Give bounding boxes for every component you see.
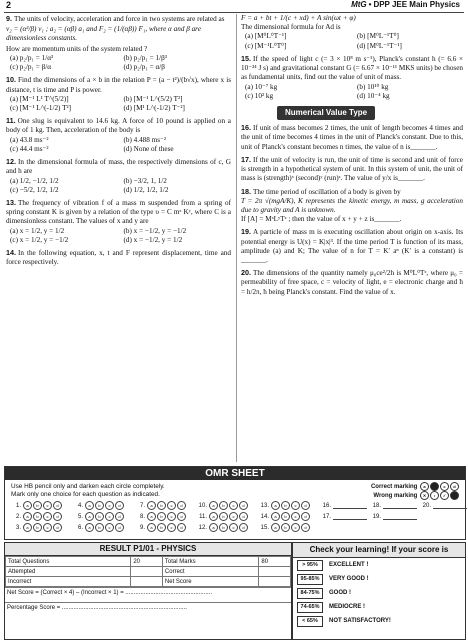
omr-bubble-c[interactable]: c xyxy=(229,523,238,532)
table-cell: 80 xyxy=(259,557,291,567)
brand-title xyxy=(351,0,460,9)
omr-bubble-c[interactable]: c xyxy=(167,523,176,532)
option-d: (d) 10⁻⁴ kg xyxy=(357,91,390,100)
omr-question-number: 16. xyxy=(322,502,331,509)
question-text-2: How are momentum units of the system related ? xyxy=(6,44,148,53)
omr-bubble-b[interactable]: b xyxy=(157,512,166,521)
omr-bubble-c[interactable]: c xyxy=(291,501,300,510)
omr-bubble-c[interactable]: c xyxy=(229,512,238,521)
question-equation: F = a + bt + 1/(c + xd) + A sin(ωt + φ) xyxy=(241,14,356,22)
omr-row xyxy=(257,523,311,532)
omr-bubble-b[interactable]: b xyxy=(33,501,42,510)
table-cell: Total Questions xyxy=(6,557,131,567)
option-b: (b) [M⁻¹ L^(5/2) T²] xyxy=(123,94,183,103)
omr-row xyxy=(195,523,249,532)
question-text: If the unit of velocity is run, the unit of time is second and unit of force is strength in a hypothetical system of unit. In this system of unit, the unit of mass is (strength)ˣ (second)ʸ (run)ᶻ. The value of y/x is_______. xyxy=(241,155,463,183)
omr-bubble-c[interactable]: c xyxy=(105,512,114,521)
option-c: (c) −5/2, 1/2, 1/2 xyxy=(10,185,59,194)
question-equation: T = 2π √(mgA/K), K represents the kinetic energy, m mass, g acceleration due to gravity and A is unknown. xyxy=(241,196,463,214)
legend-bubble-cross: ✕ xyxy=(420,491,429,500)
omr-numeric-row xyxy=(319,512,367,521)
omr-bubble-b[interactable]: b xyxy=(157,501,166,510)
table-cell[interactable] xyxy=(131,577,163,587)
question-20 xyxy=(241,268,463,297)
question-12 xyxy=(6,157,231,195)
score-row xyxy=(293,600,465,614)
header-rule xyxy=(4,12,464,13)
brand-separator: • xyxy=(368,0,372,9)
question-text: If unit of mass becomes 2 times, the unit of length becomes 4 times and the unit of time becomes 4 times in the unit of Planck's constant. Due to this, unit of Planck's constant becomes n times, the value of n is_______. xyxy=(241,124,463,151)
score-row xyxy=(293,572,465,586)
option-a: (a) x = 1/2, y = 1/2 xyxy=(10,226,65,235)
question-text: The time period of oscillation of a body is given by xyxy=(253,187,401,196)
omr-question-number: 4. xyxy=(77,502,83,509)
table-cell: Correct xyxy=(162,567,258,577)
option-d: (d) None of these xyxy=(123,144,174,153)
option-d: (d) [M⁰L⁻¹T⁻¹] xyxy=(357,41,402,50)
option-c: (c) 44.4 ms⁻² xyxy=(10,144,49,153)
omr-bubble-a[interactable]: a xyxy=(23,512,32,521)
omr-bubble-d[interactable]: d xyxy=(239,501,248,510)
question-13 xyxy=(6,198,231,245)
correct-marking-legend xyxy=(371,482,459,491)
question-17 xyxy=(241,155,463,184)
question-19 xyxy=(241,227,463,265)
omr-instruction-2: Mark only one choice for each question as indicated. xyxy=(11,491,160,498)
option-a: (a) p₂/p₁ = 1/α³ xyxy=(10,53,54,62)
omr-bubble-c[interactable]: c xyxy=(291,512,300,521)
question-14 xyxy=(6,248,231,267)
option-b: (b) [M⁰L⁻¹T⁰] xyxy=(357,32,399,41)
omr-numeric-row xyxy=(419,501,467,510)
omr-bubble-a[interactable]: a xyxy=(23,501,32,510)
score-range: < 65% xyxy=(297,616,323,627)
table-cell[interactable] xyxy=(131,567,163,577)
option-c: (c) p₂/p₁ = β/α xyxy=(10,63,52,72)
legend-bubble: a xyxy=(420,482,429,491)
omr-numeric-row xyxy=(319,501,367,510)
omr-title: OMR SHEET xyxy=(5,467,465,480)
omr-bubble-c[interactable]: c xyxy=(43,523,52,532)
option-c: (c) x = 1/2, y = −1/2 xyxy=(10,235,69,244)
options xyxy=(10,95,231,113)
option-d: (d) 1/2, 1/2, 1/2 xyxy=(123,185,169,194)
question-number: 11. xyxy=(6,116,16,126)
omr-bubble-c[interactable]: c xyxy=(105,501,114,510)
omr-bubble-d[interactable]: d xyxy=(239,512,248,521)
omr-question-number: 2. xyxy=(15,513,21,520)
wrong-marking-label: Wrong marking xyxy=(373,493,418,500)
omr-answer-field[interactable] xyxy=(333,502,367,509)
omr-bubble-d[interactable]: d xyxy=(53,523,62,532)
omr-question-number: 12. xyxy=(198,524,207,531)
omr-bubble-d[interactable]: d xyxy=(177,523,186,532)
omr-row xyxy=(133,512,187,521)
omr-row xyxy=(9,512,63,521)
percentage-score-line: Percentage Score = ........................................................................... xyxy=(5,602,291,617)
options xyxy=(10,227,231,245)
correct-marking-label: Correct marking xyxy=(370,484,418,491)
option-b: (b) x = −1/2, y = −1/2 xyxy=(123,226,187,235)
net-score-line: Net Score = (Correct × 4) – (Incorrect × 1) = .................................................... xyxy=(5,587,291,602)
omr-bubble-c[interactable]: c xyxy=(291,523,300,532)
question-number: 12. xyxy=(6,157,16,167)
omr-bubble-b[interactable]: b xyxy=(281,501,290,510)
omr-row xyxy=(133,501,187,510)
brand-logo: MtG xyxy=(351,0,367,9)
question-number: 18. xyxy=(241,186,251,196)
legend-bubble-dot: • xyxy=(430,491,439,500)
score-range: > 95% xyxy=(297,560,323,571)
omr-bubble-b[interactable]: b xyxy=(281,512,290,521)
omr-bubble-a[interactable]: a xyxy=(209,501,218,510)
omr-bubble-b[interactable]: b xyxy=(95,501,104,510)
question-text: The units of velocity, acceleration and force in two systems are related as xyxy=(14,15,225,23)
question-text: In the dimensional formula of mass, the respectively dimensions of c, G and h are xyxy=(6,158,231,176)
omr-bubble-b[interactable]: b xyxy=(95,512,104,521)
omr-bubble-a[interactable]: a xyxy=(209,523,218,532)
legend-bubble: d xyxy=(450,482,459,491)
omr-question-number: 20. xyxy=(422,502,431,509)
question-number: 14. xyxy=(6,248,16,258)
omr-numeric-row xyxy=(369,501,417,510)
question-number: 16. xyxy=(241,123,251,133)
question-number: 15. xyxy=(241,53,251,63)
question-11 xyxy=(6,116,231,154)
omr-bubble-b[interactable]: b xyxy=(95,523,104,532)
omr-answer-field[interactable] xyxy=(333,513,367,520)
omr-bubble-d[interactable]: d xyxy=(53,512,62,521)
omr-question-number: 5. xyxy=(77,513,83,520)
option-c: (c) 10² kg xyxy=(245,91,274,100)
options xyxy=(10,177,231,195)
question-text: One slug is equivalent to 14.6 kg. A force of 10 pound is applied on a body of 1 kg. Then, acceleration of the body is xyxy=(6,117,231,135)
legend-bubble-half xyxy=(450,491,459,500)
omr-row xyxy=(257,512,311,521)
omr-question-number: 13. xyxy=(260,502,269,509)
right-column xyxy=(241,14,463,300)
omr-row xyxy=(9,501,63,510)
option-a: (a) [M⁰L⁰T⁻¹] xyxy=(245,32,287,41)
question-number: 19. xyxy=(241,227,251,237)
omr-question-number: 6. xyxy=(77,524,83,531)
omr-bubble-b[interactable]: b xyxy=(33,523,42,532)
omr-bubble-b[interactable]: b xyxy=(219,523,228,532)
score-label: MEDIOCRE ! xyxy=(329,604,365,610)
omr-question-number: 8. xyxy=(139,513,145,520)
question-number: 20. xyxy=(241,268,251,278)
omr-bubble-c[interactable]: c xyxy=(167,501,176,510)
question-number: 9. xyxy=(6,14,12,23)
wrong-marking-legend xyxy=(373,491,459,500)
omr-bubble-a[interactable]: a xyxy=(147,501,156,510)
option-d: (d) p₂/p₁ = α/β xyxy=(123,63,165,72)
legend-bubble: c xyxy=(440,482,449,491)
omr-bubble-b[interactable]: b xyxy=(33,512,42,521)
omr-bubble-a[interactable]: a xyxy=(85,523,94,532)
omr-row xyxy=(195,501,249,510)
omr-bubble-c[interactable]: c xyxy=(43,512,52,521)
omr-row xyxy=(71,501,125,510)
question-number: 13. xyxy=(6,197,16,207)
table-cell: Attempted xyxy=(6,567,131,577)
option-b: (b) 4.488 ms⁻² xyxy=(123,135,166,144)
omr-row xyxy=(133,523,187,532)
check-title: Check your learning! If your score is xyxy=(293,543,465,558)
check-learning-box xyxy=(292,542,466,640)
omr-answer-field[interactable] xyxy=(433,502,467,509)
omr-question-number: 14. xyxy=(260,513,269,520)
table-cell: 20 xyxy=(131,557,163,567)
score-label: VERY GOOD ! xyxy=(329,576,369,582)
left-column xyxy=(6,14,231,270)
omr-question-number: 11. xyxy=(199,513,207,520)
omr-question-number: 1. xyxy=(15,502,21,509)
score-label: GOOD ! xyxy=(329,590,351,596)
score-label: EXCELLENT ! xyxy=(329,562,369,568)
score-label: NOT SATISFACTORY! xyxy=(329,618,391,624)
options xyxy=(10,136,231,154)
omr-bubble-a[interactable]: a xyxy=(147,523,156,532)
omr-answer-grid xyxy=(9,501,461,537)
question-16 xyxy=(241,123,463,152)
question-text-2: If [A] = MˣLʸTᶻ ; then the value of x + y + z is_______. xyxy=(241,215,402,224)
question-18 xyxy=(241,187,463,225)
question-text: In the following equation, x, t and F represent displacement, time and force respectively. xyxy=(6,249,231,267)
omr-bubble-d[interactable]: d xyxy=(115,501,124,510)
omr-row xyxy=(71,512,125,521)
omr-bubble-d[interactable]: d xyxy=(53,501,62,510)
option-d: (d) [M¹ L^(-1/2) T⁻²] xyxy=(123,103,185,112)
series-title: DPP JEE Main Physics xyxy=(373,0,460,9)
option-b: (b) 10¹⁰ kg xyxy=(357,82,389,91)
omr-bubble-a[interactable]: a xyxy=(271,501,280,510)
table-cell[interactable] xyxy=(259,567,291,577)
question-15 xyxy=(241,54,463,101)
score-row xyxy=(293,586,465,600)
omr-question-number: 18. xyxy=(372,502,381,509)
omr-bubble-d[interactable]: d xyxy=(177,512,186,521)
omr-bubble-d[interactable]: d xyxy=(239,523,248,532)
option-c: (c) [M⁻¹L⁰T⁰] xyxy=(245,41,287,50)
omr-bubble-a[interactable]: a xyxy=(271,512,280,521)
question-text: The dimensional formula for Ad is xyxy=(241,23,341,32)
omr-bubble-a[interactable]: a xyxy=(85,512,94,521)
result-table xyxy=(5,556,291,587)
option-c: (c) [M⁻¹ L^(-1/2) T²] xyxy=(10,103,72,112)
omr-row xyxy=(257,501,311,510)
omr-bubble-c[interactable]: c xyxy=(43,501,52,510)
question-number: 10. xyxy=(6,75,16,85)
omr-bubble-d[interactable]: d xyxy=(301,501,310,510)
omr-question-number: 9. xyxy=(139,524,145,531)
omr-question-number: 7. xyxy=(139,502,145,509)
omr-bubble-b[interactable]: b xyxy=(157,523,166,532)
question-10 xyxy=(6,75,231,113)
question-text: A particle of mass m is executing oscillation about origin on x-axis. Its potential energy is U(x) = K|x|³. If the time period T is function of its mass, amplitude (a) and K; The value of n for T = K′ aⁿ (K′ is a constant) is _______. xyxy=(241,228,463,265)
option-a: (a) 43.8 ms⁻² xyxy=(10,135,49,144)
question-14-cont xyxy=(241,14,463,51)
omr-bubble-d[interactable]: d xyxy=(301,512,310,521)
omr-bubble-b[interactable]: b xyxy=(219,501,228,510)
column-divider xyxy=(236,14,237,462)
table-cell: Net Score xyxy=(162,577,258,587)
omr-bubble-d[interactable]: d xyxy=(115,523,124,532)
options xyxy=(10,54,231,72)
omr-instruction-1: Use HB pencil only and darken each circle completely. xyxy=(11,483,165,490)
question-equation: v₂ = (α²/β) v₁ ; a₂ = (αβ) a₁ and F₂ = (1/(αβ)) F₁, where α and β are dimensionless constants. xyxy=(6,25,201,43)
table-cell: Total Marks xyxy=(162,557,258,567)
option-a: (a) [M⁻¹ L¹ T^(5/2)] xyxy=(10,94,69,103)
page-number: 2 xyxy=(6,0,12,10)
omr-bubble-c[interactable]: c xyxy=(105,523,114,532)
omr-bubble-a[interactable]: a xyxy=(147,512,156,521)
section-badge: Numerical Value Type xyxy=(277,106,375,120)
question-text: The frequency of vibration f of a mass m suspended from a spring of spring constant K is given by a relation of the type υ = C mˣ Kʸ, where C is a dimensionless constant. The values of x and y are xyxy=(6,198,231,226)
option-b: (b) p₂/p₁ = 1/β³ xyxy=(123,53,167,62)
option-a: (a) 10⁻⁷ kg xyxy=(245,82,278,91)
result-title: RESULT P1/01 - PHYSICS xyxy=(5,543,291,556)
question-text: Find the dimensions of a × b in the relation P = (a − t²)/(b√x), where x is distance, t is time and P is power. xyxy=(6,76,231,94)
legend-bubble-filled xyxy=(430,482,439,491)
score-row xyxy=(293,614,465,628)
omr-question-number: 15. xyxy=(260,524,269,531)
table-cell[interactable] xyxy=(259,577,291,587)
omr-bubble-b[interactable]: b xyxy=(219,512,228,521)
option-b: (b) −3/2, 1, 1/2 xyxy=(123,176,167,185)
question-text: If the speed of light c (= 3 × 10⁸ m s⁻¹), Planck's constant h (= 6.6 × 10⁻³⁴ J s) and gravitational constant G (= 6.67 × 10⁻¹¹ MKS units) be chosen as fundamental units, find out the value of unit of mass. xyxy=(241,54,463,82)
options xyxy=(245,83,463,101)
omr-answer-field[interactable] xyxy=(383,502,417,509)
score-row xyxy=(293,558,465,572)
question-text: The dimensions of the quantity namely μ₀ce²/2h is M⁰L⁰Tˣ, where μ₀ = permeability of free space, c = velocity of light, e = electronic charge and ħ = h/2π, ħ being Planck's constant. Find the value of x. xyxy=(241,269,463,296)
omr-question-number: 3. xyxy=(15,524,21,531)
score-range: 95-85% xyxy=(297,574,323,585)
omr-row xyxy=(195,512,249,521)
omr-row xyxy=(9,523,63,532)
legend-bubble-tick: ✓ xyxy=(440,491,449,500)
omr-bubble-c[interactable]: c xyxy=(229,501,238,510)
omr-bubble-a[interactable]: a xyxy=(85,501,94,510)
omr-sheet xyxy=(4,466,466,540)
result-box xyxy=(4,542,292,640)
omr-row xyxy=(71,523,125,532)
omr-answer-field[interactable] xyxy=(383,513,417,520)
omr-bubble-d[interactable]: d xyxy=(301,523,310,532)
table-cell: Incorrect xyxy=(6,577,131,587)
omr-bubble-a[interactable]: a xyxy=(271,523,280,532)
page-header xyxy=(0,0,468,12)
omr-question-number: 17. xyxy=(322,513,331,520)
option-a: (a) 1/2, −1/2, 1/2 xyxy=(10,176,59,185)
table-row xyxy=(6,577,291,587)
omr-numeric-row xyxy=(369,512,417,521)
score-range: 74-65% xyxy=(297,602,323,613)
omr-bubble-a[interactable]: a xyxy=(23,523,32,532)
omr-bubble-b[interactable]: b xyxy=(281,523,290,532)
omr-bubble-d[interactable]: d xyxy=(115,512,124,521)
omr-bubble-d[interactable]: d xyxy=(177,501,186,510)
options xyxy=(245,32,463,50)
question-number: 17. xyxy=(241,154,251,164)
option-d: (d) x = −1/2, y = 1/2 xyxy=(123,235,183,244)
omr-question-number: 19. xyxy=(372,513,381,520)
omr-question-number: 10. xyxy=(198,502,207,509)
table-row xyxy=(6,557,291,567)
question-9 xyxy=(6,14,231,72)
table-row xyxy=(6,567,291,577)
omr-bubble-c[interactable]: c xyxy=(167,512,176,521)
score-range: 84-75% xyxy=(297,588,323,599)
omr-bubble-a[interactable]: a xyxy=(209,512,218,521)
